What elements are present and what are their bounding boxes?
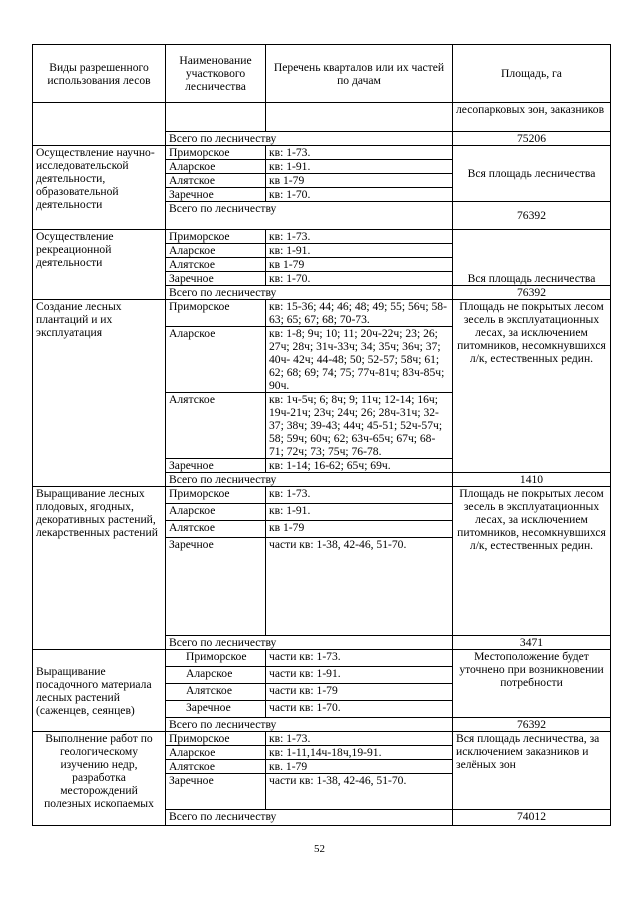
forestry-cell: Заречное bbox=[166, 459, 266, 473]
forest-use-table bbox=[32, 44, 611, 826]
table-row bbox=[33, 487, 611, 504]
forestry-cell: Заречное bbox=[166, 538, 266, 636]
total-value: 76392 bbox=[453, 286, 611, 300]
forestry-cell: Приморское bbox=[166, 732, 266, 746]
header-use-type: Виды разрешенного использования лесов bbox=[33, 45, 166, 103]
total-value: 76392 bbox=[453, 718, 611, 732]
blocks-cell: кв: 1-73. bbox=[266, 487, 453, 504]
blocks-cell: кв: 1-91. bbox=[266, 504, 453, 521]
use-type-cell: Создание лесных плантаций и их эксплуатация bbox=[33, 300, 166, 487]
use-type-cell: Выращивание посадочного материала лесных растений (саженцев, сеянцев) bbox=[33, 650, 166, 732]
use-type-cell: Осуществление рекреационной деятельности bbox=[33, 230, 166, 300]
forestry-cell: Алятское bbox=[166, 684, 266, 701]
blocks-cell: части кв: 1-79 bbox=[266, 684, 453, 701]
area-cell: Площадь не покрытых лесом зесель в эксплуатационных лесах, за исключением питомников, несомкнувшихся л/к, естественных редин. bbox=[453, 487, 611, 636]
total-label: Всего по лесничеству bbox=[166, 810, 453, 826]
blocks-cell: кв: 1-8; 9ч; 10; 11; 20ч-22ч; 23; 26; 27ч; 28ч; 31ч-33ч; 34; 35ч; 36ч; 37; 40ч- 42ч; 44-48; 50; 52-57; 58ч; 61; 62; 68; 69; 74; 75; 77ч-81ч; 83ч-85ч; 90ч. bbox=[266, 327, 453, 393]
blocks-cell: кв 1-79 bbox=[266, 521, 453, 538]
blocks-cell: кв: 1-70. bbox=[266, 272, 453, 286]
blocks-cell: кв 1-79 bbox=[266, 258, 453, 272]
blocks-cell: кв: 15-36; 44; 46; 48; 49; 55; 56ч; 58-63; 65; 67; 68; 70-73. bbox=[266, 300, 453, 327]
forestry-cell: Аларское bbox=[166, 160, 266, 174]
table-row bbox=[33, 300, 611, 327]
forestry-cell: Приморское bbox=[166, 650, 266, 667]
forestry-cell: Приморское bbox=[166, 487, 266, 504]
header-area: Площадь, га bbox=[453, 45, 611, 103]
use-type-cell: Выращивание лесных плодовых, ягодных, декоративных растений, лекарственных растений bbox=[33, 487, 166, 650]
use-type-cell: Осуществление научно-исследовательской деятельности, образовательной деятельности bbox=[33, 146, 166, 230]
blocks-cell: кв: 1-70. bbox=[266, 188, 453, 202]
forestry-cell: Алятское bbox=[166, 760, 266, 774]
header-blocks: Перечень кварталов или их частей по дачам bbox=[266, 45, 453, 103]
forestry-cell: Алятское bbox=[166, 174, 266, 188]
forestry-cell: Аларское bbox=[166, 746, 266, 760]
table-row bbox=[33, 650, 611, 667]
blocks-cell: части кв: 1-38, 42-46, 51-70. bbox=[266, 538, 453, 636]
page-number: 52 bbox=[314, 843, 325, 855]
forestry-cell: Заречное bbox=[166, 188, 266, 202]
blocks-cell: кв. 1-79 bbox=[266, 760, 453, 774]
total-label: Всего по лесничеству bbox=[166, 132, 453, 146]
total-value: 75206 bbox=[453, 132, 611, 146]
forestry-cell: Алятское bbox=[166, 258, 266, 272]
area-cell: Площадь не покрытых лесом зесель в эксплуатационных лесах, за исключением питомников, несомкнувшихся л/к, естественных редин. bbox=[453, 300, 611, 473]
area-cell: Вся площадь лесничества bbox=[453, 146, 611, 202]
total-label: Всего по лесничеству bbox=[166, 636, 453, 650]
area-cell: Вся площадь лесничества, за исключением заказников и зелёных зон bbox=[453, 732, 611, 810]
forestry-cell: Приморское bbox=[166, 146, 266, 160]
blocks-cell: части кв: 1-91. bbox=[266, 667, 453, 684]
blocks-cell: кв 1-79 bbox=[266, 174, 453, 188]
blocks-cell: кв: 1-73. bbox=[266, 146, 453, 160]
blocks-cell: кв: 1-14; 16-62; 65ч; 69ч. bbox=[266, 459, 453, 473]
blocks-cell: кв: 1ч-5ч; 6; 8ч; 9; 11ч; 12-14; 16ч; 19ч-21ч; 23ч; 24ч; 26; 28ч-31ч; 32-37; 38ч; 39-43; 44ч; 45-51; 52ч-57ч; 58; 59ч; 60ч; 62; 63ч-65ч; 67ч; 68-71; 72ч; 73; 75ч; 76-78. bbox=[266, 393, 453, 459]
forestry-cell: Аларское bbox=[166, 667, 266, 684]
header-forestry: Наименование участкового лесничества bbox=[166, 45, 266, 103]
total-label: Всего по лесничеству bbox=[166, 286, 453, 300]
blocks-cell: части кв: 1-70. bbox=[266, 701, 453, 718]
table-row bbox=[33, 230, 611, 244]
blocks-cell: кв: 1-11,14ч-18ч,19-91. bbox=[266, 746, 453, 760]
forestry-cell: Заречное bbox=[166, 774, 266, 810]
forestry-cell: Алятское bbox=[166, 393, 266, 459]
forestry-cell: Аларское bbox=[166, 504, 266, 521]
total-value: 3471 bbox=[453, 636, 611, 650]
area-cell: Местоположение будет уточнено при возникновении потребности bbox=[453, 650, 611, 718]
forestry-cell: Аларское bbox=[166, 327, 266, 393]
forestry-cell: Заречное bbox=[166, 701, 266, 718]
total-value: 1410 bbox=[453, 473, 611, 487]
blocks-cell: кв: 1-73. bbox=[266, 732, 453, 746]
blocks-cell: части кв: 1-38, 42-46, 51-70. bbox=[266, 774, 453, 810]
table-row bbox=[33, 146, 611, 160]
blocks-cell: кв: 1-91. bbox=[266, 160, 453, 174]
table-row bbox=[33, 732, 611, 746]
forestry-cell: Приморское bbox=[166, 300, 266, 327]
blocks-cell: кв: 1-91. bbox=[266, 244, 453, 258]
total-label: Всего по лесничеству bbox=[166, 202, 453, 230]
area-cell: лесопарковых зон, заказников bbox=[453, 103, 611, 132]
forestry-cell: Аларское bbox=[166, 244, 266, 258]
total-value: 76392 bbox=[453, 202, 611, 230]
total-value: 74012 bbox=[453, 810, 611, 826]
forestry-cell: Заречное bbox=[166, 272, 266, 286]
total-label: Всего по лесничеству bbox=[166, 718, 453, 732]
blocks-cell: части кв: 1-73. bbox=[266, 650, 453, 667]
table-header-row bbox=[33, 45, 611, 103]
area-cell: Вся площадь лесничества bbox=[453, 230, 611, 286]
table-row bbox=[33, 103, 611, 132]
forestry-cell: Приморское bbox=[166, 230, 266, 244]
total-label: Всего по лесничеству bbox=[166, 473, 453, 487]
use-type-cell: Выполнение работ по геологическому изучению недр, разработка месторождений полезных ископаемых bbox=[33, 732, 166, 826]
blocks-cell: кв: 1-73. bbox=[266, 230, 453, 244]
forestry-cell: Алятское bbox=[166, 521, 266, 538]
